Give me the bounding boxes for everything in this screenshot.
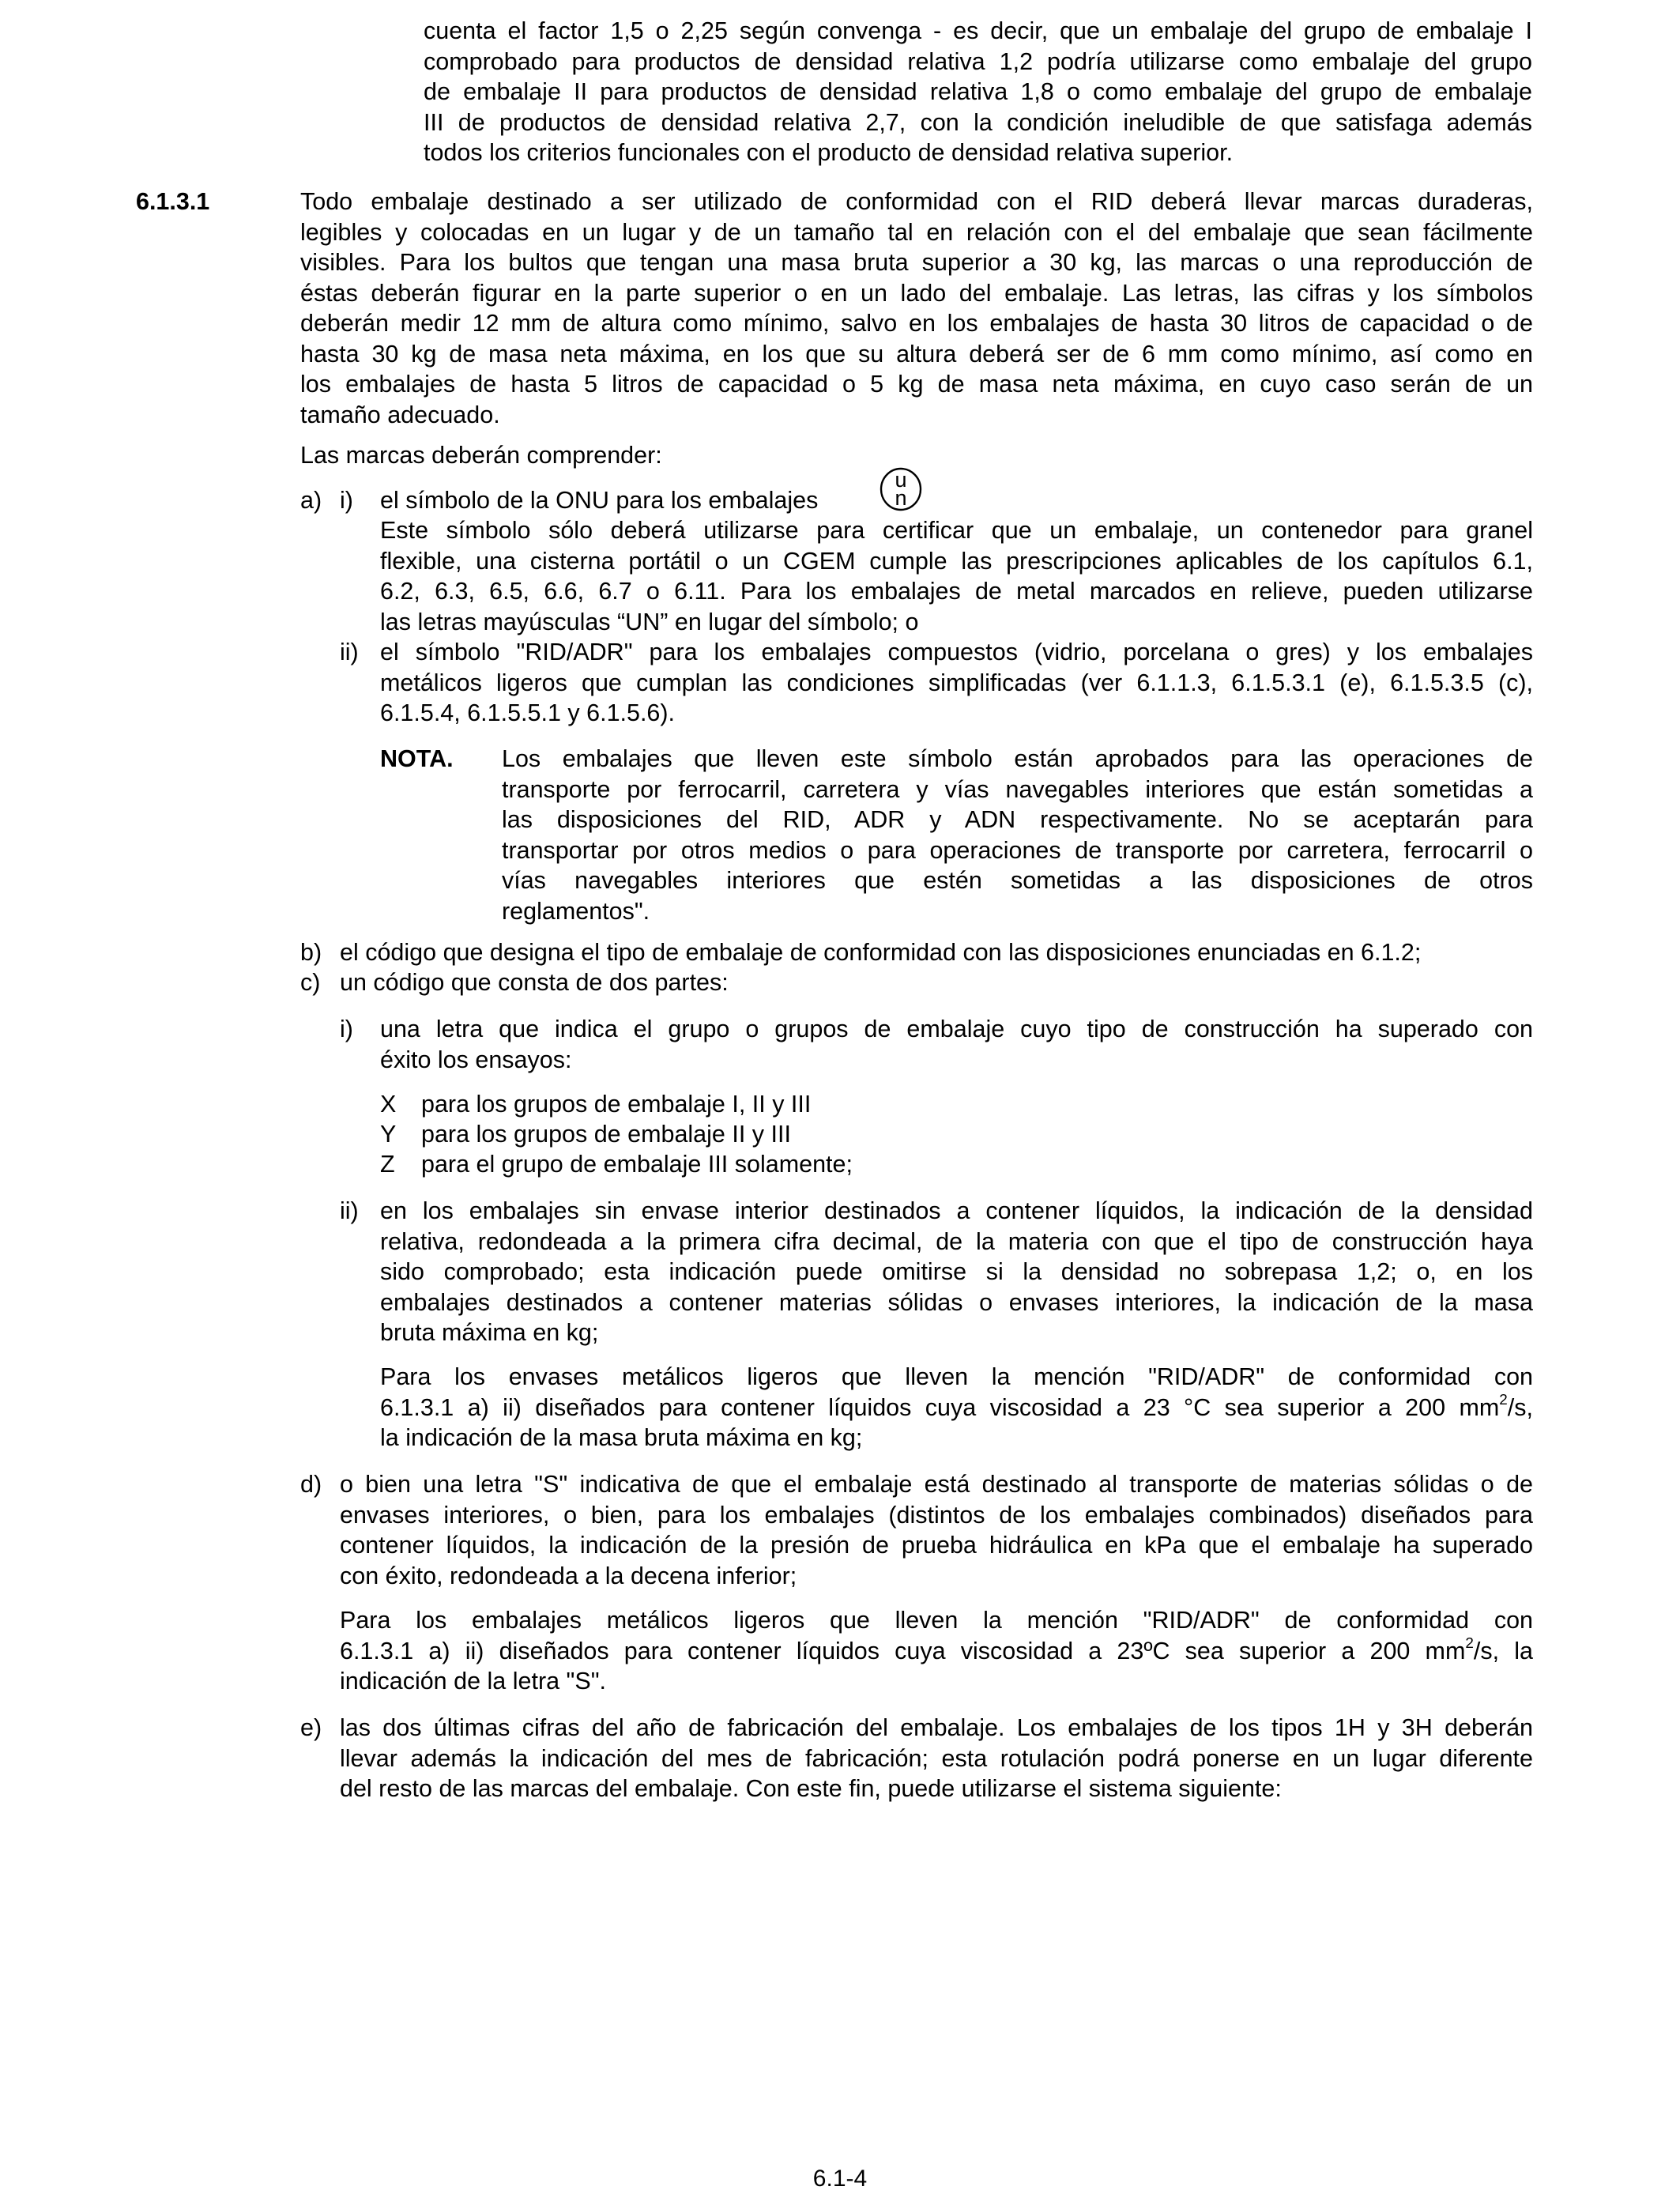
note-label: NOTA. [380,745,454,772]
text-line: las dos últimas cifras del año de fabricación del embalaje. Los embalajes de los tipos 1H y 3H deberán [340,1714,1533,1741]
text-line: o bien una letra "S" indicativa de que el embalaje está destinado al transporte de materias sólidas o de [340,1471,1533,1498]
marks-intro: Las marcas deberán comprender: [300,442,662,469]
text-line: vías navegables interiores que estén sometidas a las disposiciones de otros [502,867,1533,894]
text-line: metálicos ligeros que cumplan las condiciones simplificadas (ver 6.1.1.3, 6.1.5.3.1 (e), 6.1.5.3.5 (c), [380,669,1533,696]
code-description: para el grupo de embalaje III solamente; [421,1151,853,1178]
text-line: Este símbolo sólo deberá utilizarse para certificar que un embalaje, un contenedor para granel [380,517,1533,544]
code-letter: Y [380,1121,397,1148]
text-line: en los embalajes sin envase interior destinados a contener líquidos, la indicación de la densidad [380,1197,1533,1224]
text-line: legibles y colocadas en un lugar y de un tamaño tal en relación con el del embalaje que sean fácilmente [300,218,1533,246]
item-c-ii-label: ii) [340,1197,359,1224]
text-line: Para los envases metálicos ligeros que lleven la mención "RID/ADR" de conformidad con [380,1363,1533,1390]
text-line: deberán medir 12 mm de altura como mínimo, salvo en los embalajes de hasta 30 litros de capacidad o de [300,310,1533,337]
text-line: cuenta el factor 1,5 o 2,25 según convenga - es decir, que un embalaje del grupo de embalaje I [424,17,1532,44]
text-line: del resto de las marcas del embalaje. Con este fin, puede utilizarse el sistema siguiente: [340,1775,1282,1802]
un-symbol-n: n [895,486,907,510]
text-line: transporte por ferrocarril, carretera y vías navegables interiores que están sometidas a [502,775,1533,803]
text-line [380,1393,1533,1423]
text-line: 6.1.5.4, 6.1.5.5.1 y 6.1.5.6). [380,699,676,726]
text-line: una letra que indica el grupo o grupos de embalaje cuyo tipo de construcción ha superado con [380,1016,1533,1042]
text-line: el símbolo "RID/ADR" para los embalajes compuestos (vidrio, porcelana o gres) y los embalajes [380,639,1533,665]
text-line: III de productos de densidad relativa 2,7, con la condición ineludible de que satisfaga además [424,108,1532,136]
item-c-label: c) [300,969,321,996]
text-line: tamaño adecuado. [300,401,500,428]
text-line: los embalajes de hasta 5 litros de capacidad o 5 kg de masa neta máxima, en cuyo caso serán de un [300,371,1533,398]
text-line: éstas deberán figurar en la parte superior o en un lado del embalaje. Las letras, las cifras y los símbolos [300,279,1533,307]
text-line: Los embalajes que lleven este símbolo están aprobados para las operaciones de [502,745,1533,772]
item-d-paragraph [340,1469,1533,1591]
item-c-ii-rid-adr-paragraph [380,1362,1533,1453]
item-b-label: b) [300,939,322,966]
item-e-paragraph [340,1713,1533,1804]
code-letter: X [380,1091,397,1118]
text-line: todos los criterios funcionales con el producto de densidad relativa superior. [424,139,1234,166]
superscript: 2 [1499,1391,1508,1408]
item-a-i-paragraph [380,515,1533,637]
text-line: éxito los ensayos: [380,1046,572,1073]
text-line: Todo embalaje destinado a ser utilizado de conformidad con el RID deberá llevar marcas duraderas, [300,188,1533,215]
item-a-label: a) [300,487,322,514]
item-a-ii-paragraph [380,637,1533,729]
text-line: Para los embalajes metálicos ligeros que lleven la mención "RID/ADR" de conformidad con [340,1607,1533,1634]
code-description: para los grupos de embalaje II y III [421,1121,791,1148]
text-line: de embalaje II para productos de densidad relativa 1,8 o como embalaje del grupo de embalaje [424,78,1532,105]
continuation-paragraph [424,16,1532,168]
item-d-label: d) [300,1471,322,1498]
text-line: relativa, redondeada a la primera cifra decimal, de la materia con que el tipo de construcción haya [380,1227,1533,1255]
text-line: flexible, una cisterna portátil o un CGEM cumple las prescripciones aplicables de los capítulos 6.1, [380,547,1533,575]
un-symbol-u: u [895,468,907,492]
text-line: envases interiores, o bien, para los embalajes (distintos de los embalajes combinados) diseñados para [340,1501,1533,1529]
text-line: embalajes destinados a contener materias sólidas o envases interiores, la indicación de la masa [380,1288,1533,1316]
superscript: 2 [1465,1634,1474,1652]
text-line: llevar además la indicación del mes de fabricación; esta rotulación podrá ponerse en un lugar diferente [340,1744,1533,1772]
text-line: indicación de la letra "S". [340,1668,607,1695]
note-paragraph [502,744,1533,926]
item-c-ii-paragraph [380,1196,1533,1348]
page-number: 6.1-4 [812,2166,868,2192]
item-a-i-label: i) [340,487,353,514]
section-number: 6.1.3.1 [136,188,210,215]
text-line: sido comprobado; esta indicación puede omitirse si la densidad no sobrepasa 1,2; o, en los [380,1258,1533,1285]
text-segment: 6.1.3.1 a) ii) diseñados para contener líquidos cuya viscosidad a 23ºC sea superior a 200 mm [340,1637,1466,1664]
code-letter: Z [380,1151,395,1178]
text-line: con éxito, redondeada a la decena inferior; [340,1562,797,1589]
text-line: las letras mayúsculas “UN” en lugar del símbolo; o [380,608,919,635]
item-c-i-paragraph [380,1014,1533,1075]
text-segment: /s, la [1473,1637,1533,1664]
text-line: bruta máxima en kg; [380,1319,599,1346]
un-packaging-symbol-icon [880,466,922,512]
code-description: para los grupos de embalaje I, II y III [421,1091,812,1118]
item-c-i-label: i) [340,1016,353,1042]
text-segment: 6.1.3.1 a) ii) diseñados para contener líquidos cuya viscosidad a 23 °C sea superior a 200 mm [380,1393,1500,1421]
item-c-text: un código que consta de dos partes: [340,969,729,996]
text-line: visibles. Para los bultos que tengan una masa bruta superior a 30 kg, las marcas o una reproducción de [300,249,1533,276]
text-line: hasta 30 kg de masa neta máxima, en los que su altura deberá ser de 6 mm como mínimo, así como en [300,340,1533,368]
text-line [340,1636,1533,1667]
section-paragraph [300,187,1533,430]
item-b-text: el código que designa el tipo de embalaje de conformidad con las disposiciones enunciadas en 6.1.2; [340,939,1422,966]
item-a-i-first-line: el símbolo de la ONU para los embalajes [380,487,819,514]
item-e-label: e) [300,1714,322,1741]
text-line: contener líquidos, la indicación de la presión de prueba hidráulica en kPa que el embalaje ha superado [340,1532,1533,1559]
text-segment: /s, [1507,1393,1533,1421]
text-line: las disposiciones del RID, ADR y ADN respectivamente. No se aceptarán para [502,806,1533,833]
text-line: comprobado para productos de densidad relativa 1,2 podría utilizarse como embalaje del grupo [424,47,1532,75]
item-a-ii-label: ii) [340,639,359,665]
item-d-rid-adr-paragraph [340,1605,1533,1697]
text-line: 6.2, 6.3, 6.5, 6.6, 6.7 o 6.11. Para los embalajes de metal marcados en relieve, pueden utilizarse [380,578,1533,605]
text-line: transportar por otros medios o para operaciones de transporte por carretera, ferrocarril o [502,836,1533,864]
text-line: la indicación de la masa bruta máxima en kg; [380,1424,863,1451]
text-line: reglamentos". [502,897,650,925]
